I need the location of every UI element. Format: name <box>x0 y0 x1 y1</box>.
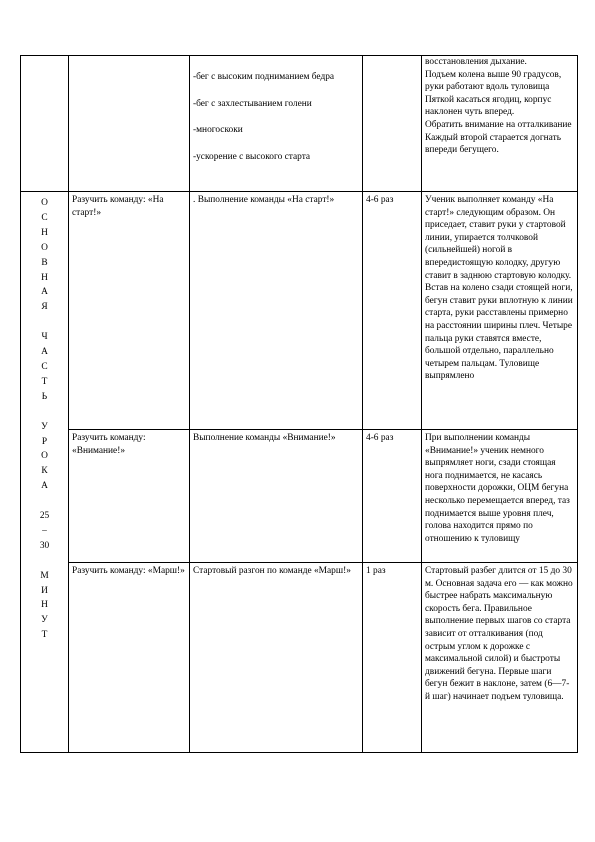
section-letter: Ч <box>41 332 48 343</box>
section-letter: А <box>41 347 48 358</box>
lesson-plan-table <box>20 55 578 753</box>
notes-cell <box>422 56 578 192</box>
content-cell: Выполнение команды «Внимание!» <box>190 430 363 563</box>
section-letter: Р <box>41 436 48 447</box>
notes-cell: При выполнении команды «Внимание!» ученик немного выпрямляет ноги, сзади стоящая нога поднимается, не касаясь поверхности дорожки, ОЦМ бегуна несколько перемещается вперед, таз поднимается выше уровня плеч, голова находится прямо по отношению к туловищу <box>422 430 578 563</box>
task-cell <box>69 56 190 192</box>
section-gap <box>24 494 65 509</box>
section-letter: Ь <box>41 391 48 402</box>
section-gap <box>24 554 65 569</box>
task-cell: Разучить команду: «Внимание!» <box>69 430 190 563</box>
section-letter: Т <box>41 630 48 641</box>
section-letter: О <box>41 451 48 462</box>
list-item: -бег с высоким подниманием бедра <box>193 72 335 82</box>
table-row <box>21 192 578 430</box>
section-cell <box>21 56 69 192</box>
table-row <box>21 56 578 192</box>
section-letter: О <box>41 198 48 208</box>
exercise-list-cell <box>190 56 363 192</box>
section-letter: У <box>41 421 48 432</box>
content-cell: . Выполнение команды «На старт!» <box>190 192 363 430</box>
section-letter: У <box>41 615 48 626</box>
section-letter: К <box>41 466 48 477</box>
section-gap <box>24 315 65 330</box>
exercise-list <box>193 71 359 163</box>
section-letter: А <box>41 481 48 492</box>
list-item: -ускорение с высокого старта <box>193 151 311 162</box>
content-cell: Стартовый разгон по команде «Марш!» <box>190 563 363 753</box>
note-line: Пяткой касаться ягодиц, корпус наклонен чуть вперед. <box>425 94 552 118</box>
section-letter: Т <box>41 376 48 387</box>
section-letter: Я <box>41 302 48 313</box>
dosage-cell: 4-6 раз <box>363 192 422 430</box>
list-item: -многоскоки <box>193 125 243 136</box>
section-letter: 25 <box>39 511 50 522</box>
note-line: Обратить внимание на отталкивание <box>425 119 572 130</box>
notes-text <box>425 56 574 157</box>
section-letter: В <box>41 257 48 268</box>
section-letter: С <box>41 212 48 223</box>
section-letter: Н <box>41 227 48 238</box>
section-letter: Н <box>41 272 48 283</box>
dosage-cell <box>363 56 422 192</box>
note-line: Подъем колена выше 90 градусов, руки работают вдоль туловища <box>425 69 562 93</box>
section-letter: С <box>41 361 48 372</box>
section-letter: М <box>40 570 49 581</box>
section-letter: 30 <box>39 540 50 551</box>
table-row <box>21 563 578 753</box>
table-row <box>21 430 578 563</box>
section-letter: О <box>41 242 48 253</box>
list-item: -бег с захлестыванием голени <box>193 98 312 109</box>
notes-cell: Ученик выполняет команду «На старт!» следующим образом. Он приседает, ставит руки у стартовой линии, упирается толчковой (сильнейшей) ногой в впередистоящую колодку, другую ставит в заднюю стартовую колодку. Встав на колено сзади стоящей ноги, бегун ставит руки вплотную к линии старта, руки расставлены примерно на расстоянии ширины плеч. Четыре пальца руки ставятся вместе, большой отдельно, параллельно четырем пальцам. Туловище выпрямлено <box>422 192 578 430</box>
dosage-cell: 4-6 раз <box>363 430 422 563</box>
section-letter: Н <box>41 600 48 611</box>
section-label <box>21 192 69 753</box>
section-letter: – <box>42 525 47 536</box>
section-gap <box>24 405 65 420</box>
task-cell: Разучить команду: «На старт!» <box>69 192 190 430</box>
task-cell: Разучить команду: «Марш!» <box>69 563 190 753</box>
notes-cell: Стартовый разбег длится от 15 до 30 м. Основная задача его — как можно быстрее набрать максимальную скорость бега. Правильное выполнение первых шагов со старта зависит от отталкивания (под острым углом к дорожке с максимальной силой) и быстроты движений бегуна. Первые шаги бегун бежит в наклоне, затем (6—7-й шаг) начинает подъем туловища. <box>422 563 578 753</box>
dosage-cell: 1 раз <box>363 563 422 753</box>
section-letter: А <box>41 287 48 298</box>
section-letter: И <box>41 585 48 596</box>
note-line: Каждый второй старается догнать впереди бегущего. <box>425 132 561 156</box>
note-line: восстановления дыхание. <box>425 57 527 67</box>
section-label-vertical <box>24 196 65 643</box>
